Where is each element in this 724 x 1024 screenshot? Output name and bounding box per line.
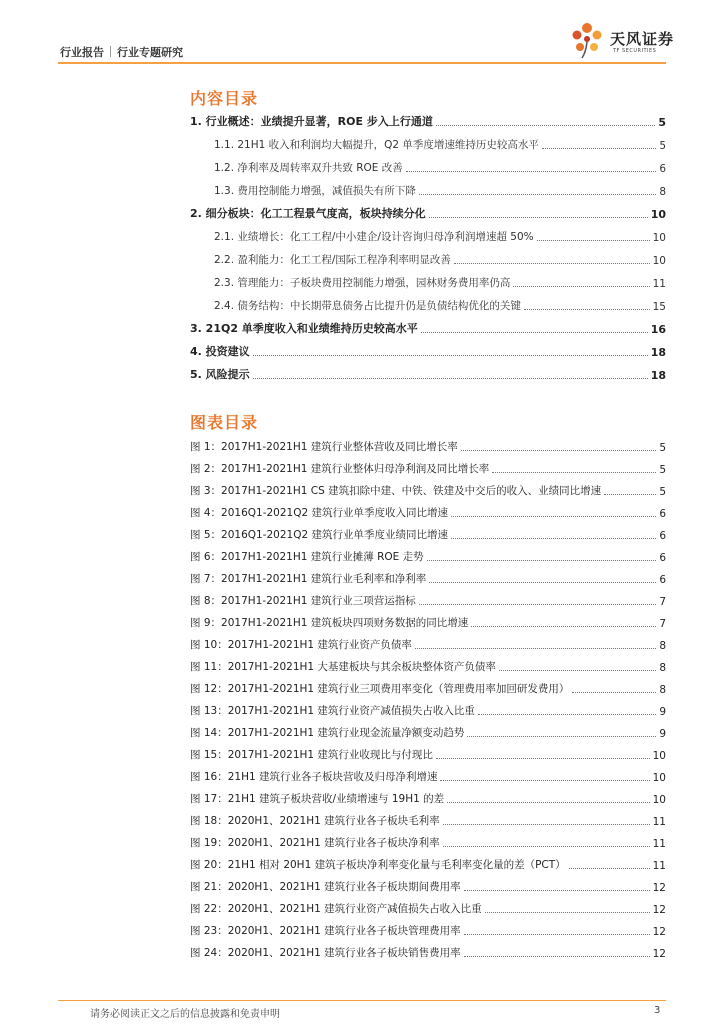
toc-item-leader-dots xyxy=(537,240,650,241)
toc-item[interactable] xyxy=(190,267,666,290)
toc-item-leader-dots xyxy=(429,217,648,218)
figure-item[interactable] xyxy=(190,520,666,542)
figure-item[interactable] xyxy=(190,498,666,520)
figure-item-page: 11 xyxy=(652,860,666,872)
figure-item[interactable] xyxy=(190,762,666,784)
figure-item-leader-dots xyxy=(464,956,650,957)
figure-item-title: 2017H1-2021H1 建筑行业三项费用率变化（管理费用率加回研发费用） xyxy=(227,683,570,695)
figure-item-title: 2017H1-2021H1 建筑行业毛利率和净利率 xyxy=(221,573,427,585)
toc-item-leader-dots xyxy=(253,355,648,356)
figure-item-title: 2020H1、2021H1 建筑行业资产减值损失占收入比重 xyxy=(227,903,482,915)
figure-item-leader-dots xyxy=(485,912,650,913)
toc-item-label: 1.3. 费用控制能力增强，减值损失有所下降 xyxy=(214,185,416,197)
figure-item-page: 11 xyxy=(652,816,666,828)
figure-item-number: 图 2： xyxy=(190,463,222,475)
figure-item-page: 9 xyxy=(659,706,666,718)
figure-item-number: 图 9： xyxy=(190,617,222,629)
figure-item-leader-dots xyxy=(443,824,650,825)
figure-item-title: 2016Q1-2021Q2 建筑行业单季度业绩同比增速 xyxy=(221,529,448,541)
figure-item-title: 2017H1-2021H1 建筑行业资产减值损失占收入比重 xyxy=(227,705,475,717)
figure-item-leader-dots xyxy=(471,626,656,627)
figure-item-page: 5 xyxy=(659,442,666,454)
figure-item-leader-dots xyxy=(415,648,656,649)
toc-item-label: 3. 21Q2 单季度收入和业绩维持历史较高水平 xyxy=(190,322,418,335)
toc-item-leader-dots xyxy=(542,148,656,149)
toc-item-page: 18 xyxy=(650,369,666,382)
figure-item[interactable] xyxy=(190,564,666,586)
toc-item[interactable] xyxy=(190,221,666,244)
figure-item-label xyxy=(190,725,464,740)
toc-item[interactable] xyxy=(190,244,666,267)
toc-item-label: 1.2. 净利率及周转率双升共致 ROE 改善 xyxy=(214,162,403,174)
figure-item-title: 2020H1、2021H1 建筑行业各子板块管理费用率 xyxy=(227,925,461,937)
figure-item-label xyxy=(190,945,461,960)
figure-item-page: 6 xyxy=(659,552,666,564)
figures-title: 图表目录 xyxy=(190,413,259,432)
figure-item-leader-dots xyxy=(569,868,650,869)
figure-item-label xyxy=(190,549,424,564)
figure-item-page: 10 xyxy=(652,772,666,784)
toc-item[interactable] xyxy=(190,129,666,152)
figure-item[interactable] xyxy=(190,696,666,718)
figure-item-leader-dots xyxy=(429,582,656,583)
figure-item-number: 图 1： xyxy=(190,441,222,453)
page-number: 3 xyxy=(654,1005,661,1016)
company-logo xyxy=(568,20,678,62)
toc-item-leader-dots xyxy=(406,171,657,172)
figure-item-leader-dots xyxy=(451,538,656,539)
figure-item[interactable] xyxy=(190,652,666,674)
figure-item-page: 7 xyxy=(659,596,666,608)
toc-item-label: 2.4. 债务结构：中长期带息债务占比提升仍是负债结构优化的关键 xyxy=(214,300,521,312)
figure-item[interactable] xyxy=(190,586,666,608)
figure-item-page: 12 xyxy=(652,926,666,938)
figure-item-label xyxy=(190,527,448,542)
figure-item-label xyxy=(190,439,458,454)
figure-item-page: 5 xyxy=(659,486,666,498)
toc-item-label: 2.1. 业绩增长：化工工程/中小建企/设计咨询归母净利润增速超 50% xyxy=(214,231,534,243)
figure-item-title: 2020H1、2021H1 建筑行业各子板块净利率 xyxy=(227,837,440,849)
toc-item-leader-dots xyxy=(454,263,650,264)
figure-item-number: 图 17： xyxy=(190,793,228,805)
toc-item-leader-dots xyxy=(419,194,656,195)
figure-item-page: 12 xyxy=(652,904,666,916)
toc-item[interactable] xyxy=(190,106,666,129)
figure-item-number: 图 18： xyxy=(190,815,228,827)
toc-item-label: 2.2. 盈利能力：化工工程/国际工程净利率明显改善 xyxy=(214,254,451,266)
toc-item[interactable] xyxy=(190,313,666,336)
figure-item-title: 2017H1-2021H1 建筑行业整体归母净利润及同比增长率 xyxy=(221,463,490,475)
toc-item-page: 10 xyxy=(650,208,666,221)
report-category-label: 行业报告 xyxy=(60,46,104,59)
figure-item-leader-dots xyxy=(492,472,656,473)
toc-item-leader-dots xyxy=(524,309,650,310)
toc-item[interactable] xyxy=(190,290,666,313)
figure-item-label xyxy=(190,637,412,652)
figure-item-number: 图 7： xyxy=(190,573,222,585)
figure-item-number: 图 24： xyxy=(190,947,228,959)
figure-item-leader-dots xyxy=(467,736,656,737)
figure-item[interactable] xyxy=(190,432,666,454)
figure-item-leader-dots xyxy=(604,494,656,495)
figure-item[interactable] xyxy=(190,828,666,850)
figure-item[interactable] xyxy=(190,872,666,894)
footer-divider xyxy=(58,1000,666,1001)
figure-item[interactable] xyxy=(190,740,666,762)
figure-item-page: 12 xyxy=(652,882,666,894)
figure-item-page: 8 xyxy=(659,684,666,696)
toc-item-label: 1.1. 21H1 收入和利润均大幅提升，Q2 单季度增速维持历史较高水平 xyxy=(214,139,539,151)
report-subcategory-label: 行业专题研究 xyxy=(117,46,183,59)
figure-item[interactable] xyxy=(190,608,666,630)
figure-item-title: 2017H1-2021H1 CS 建筑扣除中建、中铁、铁建及中交后的收入、业绩同比增速 xyxy=(221,485,602,497)
figure-item[interactable] xyxy=(190,630,666,652)
figure-item-number: 图 21： xyxy=(190,881,228,893)
toc-item-label: 1. 行业概述：业绩提升显著，ROE 步入上行通道 xyxy=(190,115,433,128)
toc-item-leader-dots xyxy=(253,378,648,379)
toc-title: 内容目录 xyxy=(190,89,259,108)
figure-item-title: 21H1 建筑行业各子板块营收及归母净利增速 xyxy=(227,771,438,783)
figure-item-number: 图 12： xyxy=(190,683,228,695)
figure-item-label xyxy=(190,615,468,630)
figure-item-title: 2017H1-2021H1 建筑板块四项财务数据的同比增速 xyxy=(221,617,469,629)
toc-item-page: 16 xyxy=(650,323,666,336)
toc-item-page: 18 xyxy=(650,346,666,359)
figure-item-label xyxy=(190,747,433,762)
report-category xyxy=(60,44,183,60)
figure-item-number: 图 15： xyxy=(190,749,228,761)
figure-item-number: 图 22： xyxy=(190,903,228,915)
figure-item-leader-dots xyxy=(427,560,657,561)
figure-item-number: 图 3： xyxy=(190,485,222,497)
figure-item-label xyxy=(190,703,475,718)
figure-item-leader-dots xyxy=(499,670,656,671)
figure-item-label xyxy=(190,505,448,520)
figure-item[interactable] xyxy=(190,718,666,740)
figure-item[interactable] xyxy=(190,850,666,872)
figure-item-leader-dots xyxy=(464,890,650,891)
figure-item-label xyxy=(190,461,489,476)
figure-item-label xyxy=(190,593,416,608)
toc-item[interactable] xyxy=(190,336,666,359)
figure-item-title: 2017H1-2021H1 建筑行业收现比与付现比 xyxy=(227,749,433,761)
figure-item-label xyxy=(190,769,437,784)
figure-item-number: 图 4： xyxy=(190,507,222,519)
figure-item-label xyxy=(190,483,601,498)
figures-list xyxy=(190,432,666,960)
figure-item[interactable] xyxy=(190,476,666,498)
figure-item-number: 图 14： xyxy=(190,727,228,739)
figure-item-title: 2017H1-2021H1 建筑行业三项营运指标 xyxy=(221,595,416,607)
figure-item-number: 图 13： xyxy=(190,705,228,717)
figure-item-title: 2017H1-2021H1 建筑行业资产负债率 xyxy=(227,639,412,651)
toc-item-page: 10 xyxy=(652,255,666,267)
toc-item-page: 10 xyxy=(652,232,666,244)
figure-item-title: 2017H1-2021H1 建筑行业现金流量净额变动趋势 xyxy=(227,727,465,739)
figure-item[interactable] xyxy=(190,806,666,828)
figure-item-title: 2017H1-2021H1 建筑行业整体营收及同比增长率 xyxy=(221,441,458,453)
figure-item-leader-dots xyxy=(436,758,650,759)
figure-item-label xyxy=(190,659,496,674)
figure-item-page: 10 xyxy=(652,750,666,762)
figure-item-label xyxy=(190,901,482,916)
figure-item-page: 6 xyxy=(659,530,666,542)
logo-subtext: TF SECURITIES xyxy=(613,48,657,54)
figure-item-title: 2016Q1-2021Q2 建筑行业单季度收入同比增速 xyxy=(221,507,448,519)
figure-item-page: 11 xyxy=(652,838,666,850)
figure-item-title: 2020H1、2021H1 建筑行业各子板块销售费用率 xyxy=(227,947,461,959)
figure-item-leader-dots xyxy=(451,516,656,517)
figure-item[interactable] xyxy=(190,784,666,806)
figure-item-title: 2017H1-2021H1 大基建板块与其余板块整体资产负债率 xyxy=(227,661,496,673)
toc-item[interactable] xyxy=(190,198,666,221)
figure-item-page: 9 xyxy=(659,728,666,740)
toc-item-leader-dots xyxy=(421,332,648,333)
figure-item-title: 21H1 相对 20H1 建筑子板块净利率变化量与毛利率变化量的差（PCT） xyxy=(227,859,566,871)
toc-item-page: 8 xyxy=(659,186,666,198)
figure-item-number: 图 10： xyxy=(190,639,228,651)
figure-item-number: 图 11： xyxy=(190,661,228,673)
toc-item[interactable] xyxy=(190,359,666,382)
figure-item-label xyxy=(190,879,461,894)
figure-item-label xyxy=(190,813,440,828)
figure-item[interactable] xyxy=(190,542,666,564)
footer-disclaimer: 请务必阅读正文之后的信息披露和免责申明 xyxy=(90,1009,280,1020)
toc-item[interactable] xyxy=(190,152,666,175)
toc-item[interactable] xyxy=(190,175,666,198)
figure-item[interactable] xyxy=(190,894,666,916)
figure-item-leader-dots xyxy=(443,846,650,847)
figure-item[interactable] xyxy=(190,454,666,476)
toc-item-label: 2. 细分板块：化工工程景气度高，板块持续分化 xyxy=(190,207,426,220)
figure-item[interactable] xyxy=(190,674,666,696)
figure-item[interactable] xyxy=(190,938,666,960)
figure-item-leader-dots xyxy=(461,450,657,451)
figure-item-leader-dots xyxy=(419,604,657,605)
header-separator xyxy=(110,46,111,57)
figure-item-page: 8 xyxy=(659,640,666,652)
header-divider xyxy=(58,62,666,64)
figure-item-label xyxy=(190,681,569,696)
figure-item-page: 5 xyxy=(659,464,666,476)
figure-item-page: 6 xyxy=(659,574,666,586)
toc-item-leader-dots xyxy=(513,286,649,287)
figure-item-page: 8 xyxy=(659,662,666,674)
figure-item-number: 图 5： xyxy=(190,529,222,541)
toc-item-label: 5. 风险提示 xyxy=(190,368,250,381)
figure-item-page: 6 xyxy=(659,508,666,520)
toc-item-page: 6 xyxy=(659,163,666,175)
toc-item-label: 4. 投资建议 xyxy=(190,345,250,358)
figure-item-number: 图 16： xyxy=(190,771,228,783)
figure-item-label xyxy=(190,571,426,586)
figure-item-label xyxy=(190,923,461,938)
toc-list xyxy=(190,106,666,382)
figure-item-number: 图 6： xyxy=(190,551,222,563)
figure-item-title: 2020H1、2021H1 建筑行业各子板块期间费用率 xyxy=(227,881,461,893)
figure-item-label xyxy=(190,791,444,806)
figure-item-label xyxy=(190,835,440,850)
figure-item-title: 21H1 建筑子板块营收/业绩增速与 19H1 的差 xyxy=(227,793,445,805)
figure-item-page: 10 xyxy=(652,794,666,806)
figure-item-leader-dots xyxy=(440,780,649,781)
figure-item[interactable] xyxy=(190,916,666,938)
toc-item-leader-dots xyxy=(436,125,656,126)
figure-item-number: 图 8： xyxy=(190,595,222,607)
figure-item-leader-dots xyxy=(478,714,656,715)
figure-item-number: 图 23： xyxy=(190,925,228,937)
toc-item-page: 5 xyxy=(658,116,666,129)
figure-item-leader-dots xyxy=(464,934,650,935)
flower-logo-icon xyxy=(568,20,606,60)
figure-item-leader-dots xyxy=(572,692,656,693)
figure-item-number: 图 20： xyxy=(190,859,228,871)
figure-item-label xyxy=(190,857,566,872)
toc-item-page: 11 xyxy=(652,278,666,290)
figure-item-title: 2017H1-2021H1 建筑行业摊薄 ROE 走势 xyxy=(221,551,424,563)
figure-item-page: 12 xyxy=(652,948,666,960)
logo-text: 天风证券 xyxy=(610,30,675,48)
toc-item-page: 5 xyxy=(659,140,666,152)
toc-item-label: 2.3. 管理能力：子板块费用控制能力增强，园林财务费用率仍高 xyxy=(214,277,511,289)
figure-item-leader-dots xyxy=(447,802,649,803)
figure-item-title: 2020H1、2021H1 建筑行业各子板块毛利率 xyxy=(227,815,440,827)
figure-item-number: 图 19： xyxy=(190,837,228,849)
figure-item-page: 7 xyxy=(659,618,666,630)
toc-item-page: 15 xyxy=(652,301,666,313)
